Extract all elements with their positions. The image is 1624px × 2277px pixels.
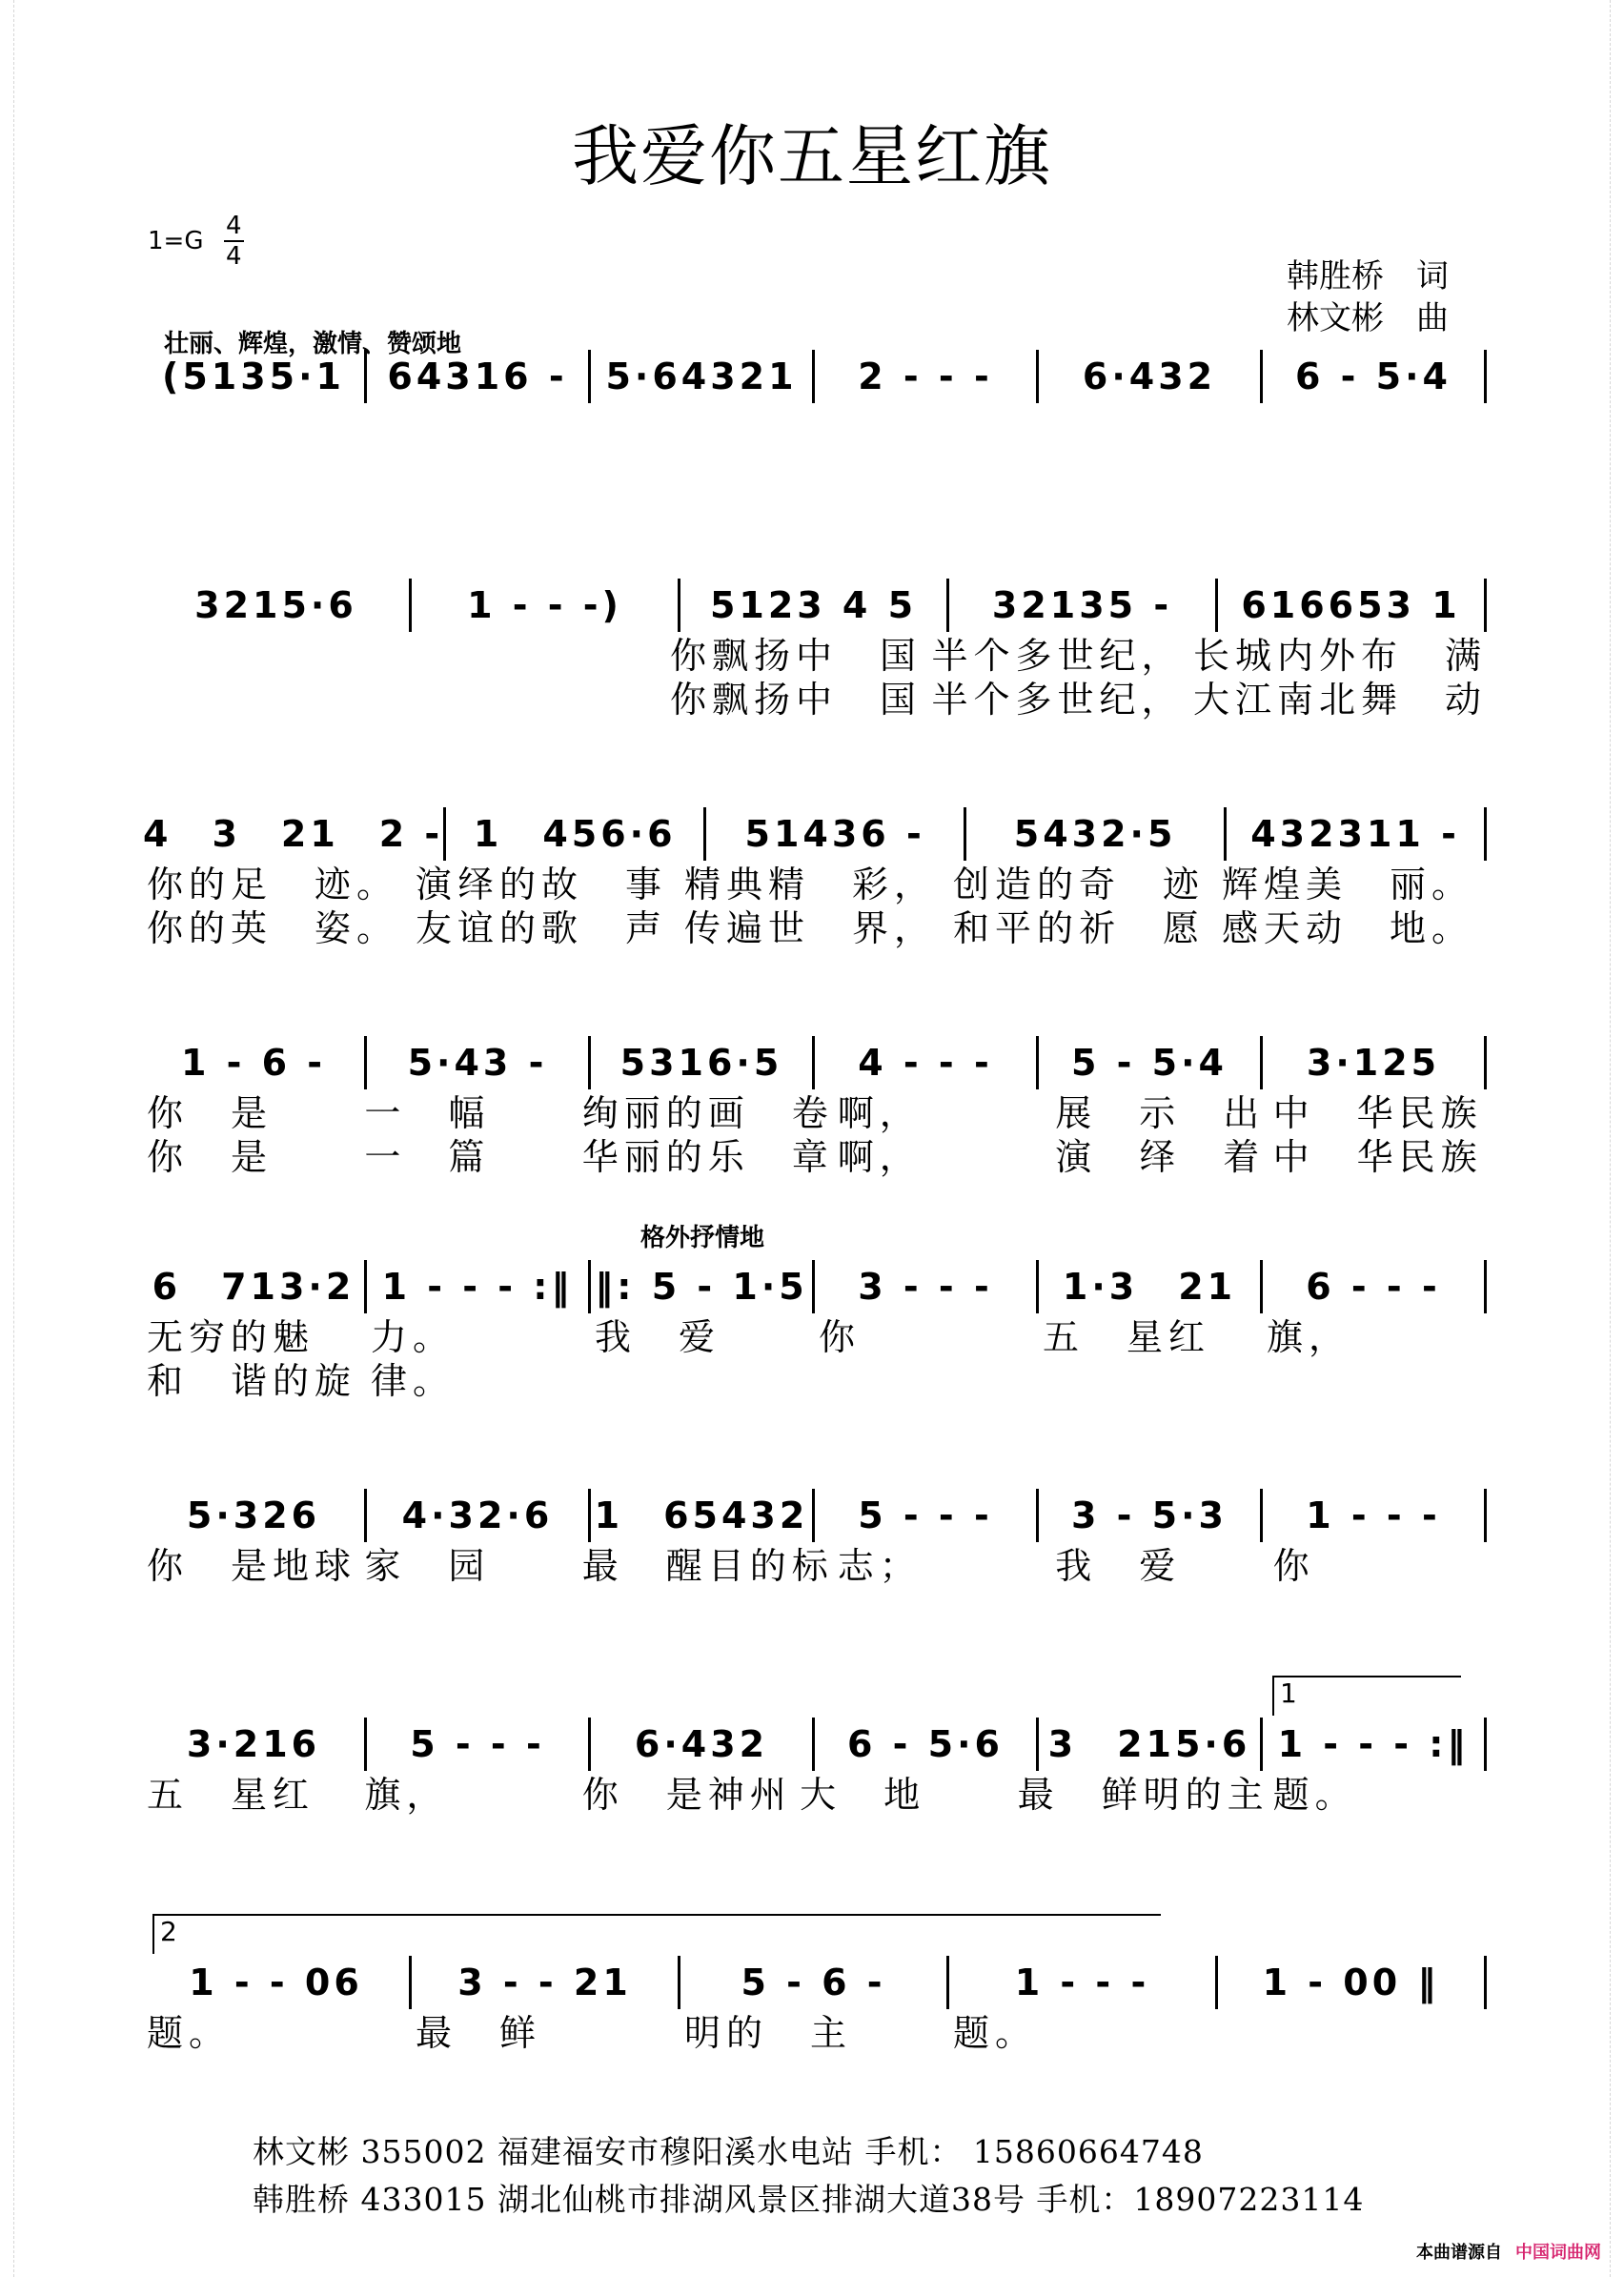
- lyric-segment: 绚丽的画 卷: [581, 1092, 834, 1134]
- credits: [1287, 255, 1449, 339]
- measure: 6·432: [1039, 350, 1263, 403]
- composer-credit: 林文彬 曲: [1287, 299, 1449, 337]
- lyric-segment: 你: [819, 1316, 862, 1358]
- lyric-segment: 演 绎 着: [1055, 1136, 1266, 1178]
- measure: 5 - 6 -: [680, 1956, 949, 2009]
- measure: 3215·6: [143, 579, 412, 632]
- notes-row: [143, 348, 1487, 405]
- lyric-segment: 旗，: [364, 1774, 449, 1816]
- measure: 432311 -: [1227, 807, 1487, 861]
- lyric-line: [143, 1091, 1487, 1135]
- notes-row: [143, 1258, 1487, 1315]
- notes-row: [143, 1487, 1487, 1544]
- measure: 3 - - 21: [412, 1956, 680, 2009]
- lyric-line: [143, 1359, 1487, 1403]
- source-brand: 中国词曲网: [1515, 2243, 1601, 2263]
- measure: 1 - 6 -: [143, 1036, 367, 1089]
- measure: 3 - - -: [815, 1260, 1039, 1313]
- lyric-segment: 演绎的故 事: [416, 864, 668, 905]
- lyric-segment: 志；: [837, 1545, 922, 1587]
- measure: (5135·1: [143, 350, 367, 403]
- lyric-segment: [405, 678, 667, 722]
- measure: 616653 1: [1218, 579, 1487, 632]
- measure: 32135 -: [949, 579, 1218, 632]
- measure: 5 - - -: [367, 1718, 591, 1771]
- lyric-segment: 你飘扬中 国: [670, 679, 923, 721]
- lyric-line: [143, 863, 1487, 906]
- measure: 64316 -: [367, 350, 591, 403]
- measure: 6 - 5·4: [1263, 350, 1487, 403]
- lyric-segment: 长城内外布 满: [1193, 635, 1488, 677]
- song-title: 我爱你五星红旗: [572, 117, 1052, 195]
- lyric-line: [143, 1315, 1487, 1359]
- lyric-segment: 你 是: [147, 1136, 274, 1178]
- lyric-line: [143, 2011, 1487, 2055]
- lyric-segment: 中 华民族: [1272, 1092, 1483, 1134]
- measure: 5 - - -: [815, 1489, 1039, 1542]
- lyric-segment: 题。: [147, 2012, 232, 2054]
- lyric-segment: 律。: [371, 1360, 456, 1402]
- notes-row: [143, 1034, 1487, 1091]
- measure: 3·125: [1263, 1036, 1487, 1089]
- staff-line: [143, 1258, 1487, 1403]
- measure: 51436 -: [706, 807, 966, 861]
- lyric-segment: 半个多世纪，: [931, 635, 1184, 677]
- staff-line: [143, 805, 1487, 950]
- lyric-segment: [1039, 1359, 1263, 1403]
- lyric-line: [143, 906, 1487, 950]
- measure: 6 - - -: [1263, 1260, 1487, 1313]
- notes-row: [143, 805, 1487, 863]
- lyric-segment: 你: [1272, 1545, 1315, 1587]
- lyric-segment: 啊，: [837, 1092, 922, 1134]
- measure: 1 - - 06: [143, 1956, 412, 2009]
- lyric-segment: 五 星红: [1043, 1316, 1211, 1358]
- staff-line: [143, 1034, 1487, 1179]
- lyric-segment: 创造的奇 迹: [953, 864, 1206, 905]
- lyricist-credit: 韩胜桥 词: [1287, 257, 1449, 295]
- lyric-segment: 五 星红: [147, 1774, 315, 1816]
- time-signature-bottom: 4: [226, 242, 242, 271]
- measure: 6·432: [591, 1718, 815, 1771]
- lyric-segment: 我 爱: [1055, 1545, 1182, 1587]
- lyric-segment: 啊，: [837, 1136, 922, 1178]
- lyric-segment: 感天动 地。: [1222, 907, 1474, 949]
- lyric-segment: 你飘扬中 国: [670, 635, 923, 677]
- lyric-segment: 你的足 迹。: [147, 864, 399, 905]
- lyric-line: [143, 1135, 1487, 1179]
- lyric-segment: 你 是: [147, 1092, 274, 1134]
- lyric-line: [143, 678, 1487, 722]
- volta-first: 1: [1272, 1676, 1461, 1716]
- lyric-segment: 力。: [371, 1316, 456, 1358]
- measure: ‖: 5 - 1·5: [591, 1260, 815, 1313]
- measure: 5·326: [143, 1489, 367, 1542]
- source-label: 本曲谱源自: [1416, 2243, 1502, 2263]
- time-signature: [224, 212, 244, 271]
- measure: 1 456·6: [446, 807, 706, 861]
- lyric-segment: 半个多世纪，: [931, 679, 1184, 721]
- lyric-segment: [405, 634, 667, 678]
- lyric-segment: 中 华民族: [1272, 1136, 1483, 1178]
- measure: 6 713·2: [143, 1260, 367, 1313]
- measure: 1 - - - :‖: [1263, 1718, 1487, 1771]
- measure: 3 215·6: [1039, 1718, 1263, 1771]
- measure: 1·3 21: [1039, 1260, 1263, 1313]
- measure: 4 3 21 2 -: [143, 807, 446, 861]
- measure: 4·32·6: [367, 1489, 591, 1542]
- measure: 1 - 00 ‖: [1218, 1956, 1487, 2009]
- measure: 5123 4 5: [680, 579, 949, 632]
- lyric-segment: [143, 634, 405, 678]
- staff-line: [143, 1716, 1487, 1817]
- notes-row: [143, 577, 1487, 634]
- lyric-segment: 无穷的魅: [147, 1316, 315, 1358]
- lyric-segment: 旗，: [1267, 1316, 1351, 1358]
- lyric-segment: 大江南北舞 动: [1193, 679, 1488, 721]
- lyric-segment: 我 爱: [595, 1316, 721, 1358]
- lyric-segment: [815, 1359, 1039, 1403]
- lyric-segment: 题。: [953, 2012, 1038, 2054]
- measure: 6 - 5·6: [815, 1718, 1039, 1771]
- right-margin-strip: [1610, 0, 1624, 2277]
- lyric-segment: 你 是神州: [581, 1774, 792, 1816]
- lyric-segment: 华丽的乐 章: [581, 1136, 834, 1178]
- lyric-segment: 展 示 出: [1055, 1092, 1266, 1134]
- lyric-segment: [1218, 2011, 1487, 2055]
- left-margin-strip: [0, 0, 14, 2277]
- lyric-segment: 精典精 彩，: [684, 864, 937, 905]
- lyric-segment: [143, 678, 405, 722]
- measure: 5 - 5·4: [1039, 1036, 1263, 1089]
- measure: 5·43 -: [367, 1036, 591, 1089]
- notes-row: [143, 1716, 1487, 1773]
- lyric-line: [143, 634, 1487, 678]
- tempo-intro: 壮丽、辉煌，激情、赞颂地: [164, 330, 462, 358]
- lyric-segment: 题。: [1272, 1774, 1357, 1816]
- measure: 4 - - -: [815, 1036, 1039, 1089]
- lyric-segment: 家 园: [364, 1545, 491, 1587]
- measure: 2 - - -: [815, 350, 1039, 403]
- lyric-segment: 一 幅: [364, 1092, 491, 1134]
- footer-contact-2: 韩胜桥 433015 湖北仙桃市排湖风景区排湖大道38号 手机：18907223114: [253, 2181, 1365, 2218]
- volta-second: 2: [152, 1914, 1161, 1954]
- lyric-segment: 你的英 姿。: [147, 907, 399, 949]
- lyric-line: [143, 1773, 1487, 1817]
- lyric-segment: 大 地: [800, 1774, 926, 1816]
- lyric-segment: 一 篇: [364, 1136, 491, 1178]
- lyric-segment: [591, 1359, 815, 1403]
- lyric-segment: 友谊的歌 声: [416, 907, 668, 949]
- tempo-chorus: 格外抒情地: [640, 1224, 765, 1252]
- lyric-segment: [1263, 1359, 1487, 1403]
- measure: 3·216: [143, 1718, 367, 1771]
- lyric-segment: 辉煌美 丽。: [1222, 864, 1474, 905]
- key-signature: 1=G: [148, 227, 204, 255]
- measure: 1 - - -: [949, 1956, 1218, 2009]
- measure: 5432·5: [966, 807, 1227, 861]
- staff-line: [143, 348, 1487, 405]
- measure: 1 65432: [591, 1489, 815, 1542]
- staff-line: [143, 1487, 1487, 1588]
- measure: 5316·5: [591, 1036, 815, 1089]
- footer-contact-1: 林文彬 355002 福建福安市穆阳溪水电站 手机： 15860664748: [253, 2133, 1204, 2170]
- lyric-segment: 最 鲜: [416, 2012, 542, 2054]
- source-note: [1416, 2239, 1601, 2264]
- lyric-segment: 和平的祈 愿: [953, 907, 1206, 949]
- notes-row: [143, 1954, 1487, 2011]
- measure: 1 - - -): [412, 579, 680, 632]
- staff-line: [143, 577, 1487, 722]
- lyric-segment: 最 鲜明的主: [1017, 1774, 1269, 1816]
- lyric-segment: 和 谐的旋: [147, 1360, 357, 1402]
- lyric-segment: 明的 主: [684, 2012, 853, 2054]
- lyric-line: [143, 1544, 1487, 1588]
- staff-line: [143, 1954, 1487, 2055]
- measure: 1 - - -: [1263, 1489, 1487, 1542]
- measure: 5·64321: [591, 350, 815, 403]
- measure: 3 - 5·3: [1039, 1489, 1263, 1542]
- lyric-segment: 传遍世 界，: [684, 907, 937, 949]
- measure: 1 - - - :‖: [367, 1260, 591, 1313]
- lyric-segment: 你 是地球: [147, 1545, 357, 1587]
- lyric-segment: 最 醒目的标: [581, 1545, 834, 1587]
- time-signature-top: 4: [226, 212, 242, 240]
